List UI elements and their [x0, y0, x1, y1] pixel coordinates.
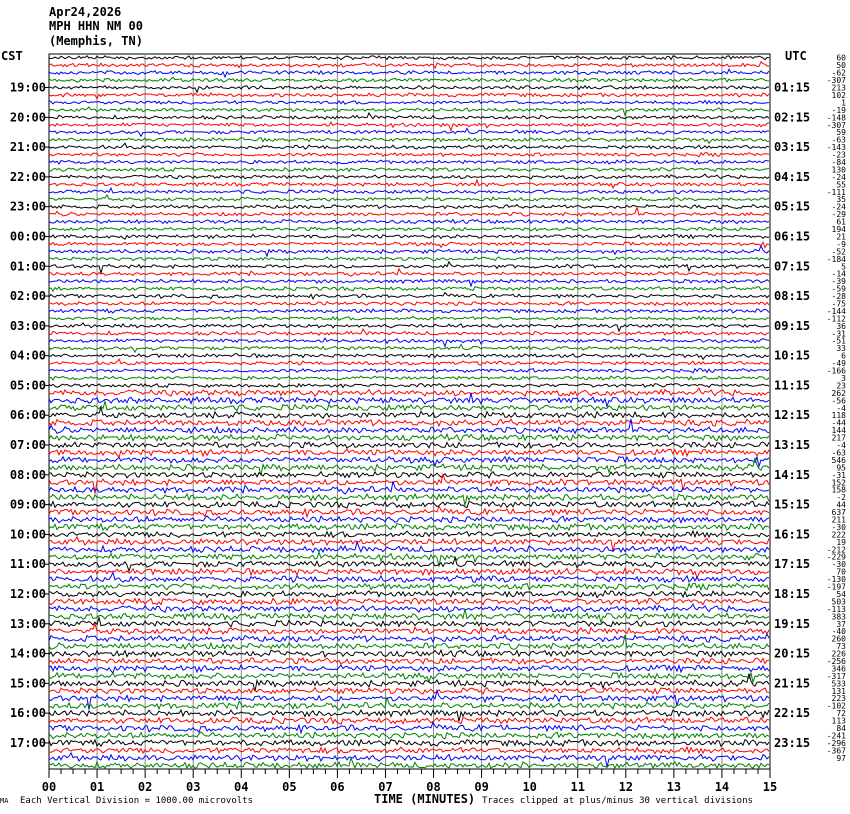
seismic-trace [49, 56, 769, 60]
trace-offset-value: -51 [831, 336, 846, 346]
left-hour-label: 15:00 [9, 676, 46, 691]
seismic-trace [49, 128, 769, 136]
trace-offset-value: -31 [831, 470, 846, 480]
seismic-trace [49, 220, 769, 224]
x-tick-label: 13 [666, 780, 682, 794]
seismic-trace [49, 501, 769, 508]
seismic-trace [49, 472, 769, 478]
right-hour-label: 05:15 [774, 199, 811, 214]
trace-offset-value: 118 [831, 411, 846, 421]
trace-offset-value: 50 [836, 61, 846, 71]
right-hour-label: 18:15 [774, 586, 811, 601]
left-hour-label: 23:00 [9, 199, 46, 214]
seismic-trace [49, 113, 769, 119]
trace-offset-value: -256 [826, 657, 846, 667]
seismic-trace [49, 401, 769, 410]
seismic-trace [49, 309, 769, 313]
left-hour-label: 19:00 [9, 80, 46, 95]
right-hour-label: 21:15 [774, 676, 811, 691]
seismic-trace [49, 279, 769, 286]
trace-offset-value: 70 [836, 567, 846, 577]
left-hour-label: 09:00 [9, 497, 46, 512]
trace-offset-value: 97 [836, 753, 846, 763]
right-hour-label: 15:15 [774, 497, 811, 512]
right-hour-label: 14:15 [774, 467, 811, 482]
seismic-trace [49, 717, 769, 724]
seismic-trace [49, 634, 769, 642]
seismic-trace [49, 376, 769, 380]
trace-offset-value: 60 [836, 53, 846, 63]
seismic-trace [49, 93, 769, 99]
trace-offset-value: -63 [831, 448, 846, 458]
seismic-trace [49, 531, 769, 537]
trace-offset-value: 152 [831, 478, 846, 488]
left-hour-label: 05:00 [9, 378, 46, 393]
x-tick-label: 02 [137, 780, 153, 794]
trace-offset-value: 194 [831, 225, 846, 235]
trace-offset-value: -112 [826, 314, 846, 324]
right-hour-label: 09:15 [774, 318, 811, 333]
seismic-trace [49, 558, 769, 571]
trace-offset-value: -2 [836, 493, 846, 503]
right-hour-label: 12:15 [774, 408, 811, 423]
trace-offset-value: -296 [826, 738, 846, 748]
x-tick-label: 11 [570, 780, 585, 794]
trace-offset-value: -4 [836, 441, 846, 451]
trace-offset-value: -29 [831, 210, 846, 220]
trace-offset-value: 35 [836, 195, 846, 205]
x-tick-label: 05 [282, 780, 297, 794]
trace-offset-value: -39 [831, 277, 846, 287]
seismic-trace [49, 153, 769, 157]
seismic-trace [49, 542, 769, 553]
trace-offset-value: 260 [831, 634, 846, 644]
seismic-trace [49, 242, 769, 248]
right-hour-label: 04:15 [774, 169, 811, 184]
trace-offset-value: 383 [831, 612, 846, 622]
left-hour-label: 21:00 [9, 140, 46, 155]
left-hour-label: 02:00 [9, 289, 46, 304]
x-tick-label: 06 [330, 780, 345, 794]
trace-offset-value: -197 [826, 582, 846, 592]
trace-offset-value: -49 [831, 359, 846, 369]
trace-offset-value: -62 [831, 68, 846, 78]
trace-offset-value: -184 [826, 254, 846, 264]
trace-offset-value: 5 [841, 262, 846, 272]
left-hour-label: 13:00 [9, 616, 46, 631]
seismic-trace [49, 524, 769, 531]
trace-offset-value: -44 [831, 418, 846, 428]
trace-offset-value: 102 [831, 90, 846, 100]
x-tick-label: 08 [426, 780, 441, 794]
seismic-trace [49, 227, 769, 231]
seismic-trace [49, 650, 769, 657]
right-hour-label: 07:15 [774, 259, 811, 274]
trace-offset-value: 217 [831, 433, 846, 443]
x-tick-label: 09 [474, 780, 489, 794]
trace-offset-value: 144 [831, 426, 846, 436]
seismic-trace [49, 208, 769, 216]
trace-offset-value: 61 [836, 217, 846, 227]
trace-offset-value: -212 [826, 545, 846, 555]
left-hour-label: 17:00 [9, 735, 46, 750]
trace-offset-value: 55 [836, 180, 846, 190]
trace-offset-value: -130 [826, 575, 846, 585]
seismic-trace [49, 344, 769, 352]
seismic-trace [49, 710, 769, 722]
trace-offset-value: 211 [831, 515, 846, 525]
left-hour-label: 01:00 [9, 259, 46, 274]
seismic-trace [49, 753, 769, 767]
trace-offset-value: -241 [826, 731, 846, 741]
trace-offset-value: -23 [831, 150, 846, 160]
x-tick-label: 04 [234, 780, 249, 794]
seismic-trace [49, 609, 769, 623]
trace-offset-value: -19 [831, 105, 846, 115]
trace-offset-value: 130 [831, 165, 846, 175]
trace-offset-value: 84 [836, 724, 846, 734]
trace-offset-value: 33 [836, 344, 846, 354]
trace-offset-value: -56 [831, 396, 846, 406]
seismic-trace [49, 338, 769, 346]
seismic-trace [49, 122, 769, 130]
plot-date: Apr24,2026 [49, 5, 122, 19]
trace-offset-value: 37 [836, 619, 846, 629]
seismic-trace [49, 359, 769, 365]
seismic-trace [49, 62, 769, 68]
trace-offset-value: -229 [826, 552, 846, 562]
seismic-trace [49, 604, 769, 612]
trace-offset-value: -63 [831, 135, 846, 145]
seismic-trace [49, 195, 769, 201]
left-hour-label: 10:00 [9, 527, 46, 542]
seismic-trace [49, 188, 769, 193]
trace-offset-value: -24 [831, 172, 846, 182]
seismic-trace [49, 697, 769, 710]
right-hour-label: 20:15 [774, 646, 811, 661]
x-tick-label: 07 [378, 780, 393, 794]
trace-offset-value: 44 [836, 500, 846, 510]
seismic-trace [49, 316, 769, 320]
seismic-trace [49, 234, 769, 239]
trace-offset-value: 131 [831, 686, 846, 696]
right-hour-label: 11:15 [774, 378, 811, 393]
trace-offset-value: 36 [836, 321, 846, 331]
left-hour-label: 22:00 [9, 169, 46, 184]
trace-offset-value: -113 [826, 604, 846, 614]
seismic-trace [49, 408, 769, 418]
trace-offset-value: -102 [826, 701, 846, 711]
seismic-trace [49, 100, 769, 104]
seismic-trace [49, 323, 769, 331]
trace-offset-value: 23 [836, 381, 846, 391]
seismic-trace [49, 77, 769, 82]
right-hour-label: 02:15 [774, 110, 811, 125]
trace-offset-value: -31 [831, 329, 846, 339]
left-hour-label: 11:00 [9, 557, 46, 572]
seismic-trace [49, 624, 769, 634]
trace-offset-value: 158 [831, 485, 846, 495]
trace-offset-value: 262 [831, 388, 846, 398]
plot-station: MPH HHN NM 00 [49, 19, 143, 33]
x-tick-label: 12 [618, 780, 634, 794]
left-hour-label: 06:00 [9, 408, 46, 423]
seismic-trace [49, 138, 769, 144]
trace-offset-value: 19 [836, 537, 846, 547]
trace-offset-value: -317 [826, 671, 846, 681]
right-hour-label: 19:15 [774, 616, 811, 631]
left-hour-label: 08:00 [9, 467, 46, 482]
right-hour-label: 06:15 [774, 229, 811, 244]
corner-logo-mark: MA [0, 797, 9, 805]
seismic-trace [49, 516, 769, 523]
right-timezone-label: UTC [785, 49, 807, 63]
right-hour-label: 17:15 [774, 557, 811, 572]
trace-offset-value: 546 [831, 455, 846, 465]
right-hour-label: 23:15 [774, 735, 811, 750]
seismic-trace [49, 257, 769, 261]
trace-offset-value: 346 [831, 664, 846, 674]
trace-offset-value: 95 [836, 463, 846, 473]
seismic-trace [49, 293, 769, 299]
trace-offset-value: 213 [831, 83, 846, 93]
trace-offset-value: -166 [826, 366, 846, 376]
trace-offset-value: 21 [836, 232, 846, 242]
trace-offset-value: -307 [826, 76, 846, 86]
trace-offset-value: -52 [831, 247, 846, 257]
seismic-trace [49, 69, 769, 77]
seismic-trace [49, 388, 769, 396]
trace-offset-value: -59 [831, 284, 846, 294]
x-tick-label: 01 [89, 780, 105, 794]
trace-offset-value: -307 [826, 120, 846, 130]
seismic-trace [49, 665, 769, 673]
seismic-trace [49, 732, 769, 739]
seismic-trace [49, 494, 769, 506]
seismic-trace [49, 287, 769, 292]
seismic-trace [49, 740, 769, 747]
right-hour-label: 13:15 [774, 438, 811, 453]
left-hour-label: 03:00 [9, 318, 46, 333]
trace-offset-value: 113 [831, 716, 846, 726]
trace-offset-value: -75 [831, 299, 846, 309]
seismic-trace [49, 246, 769, 256]
trace-offset-value: -367 [826, 746, 846, 756]
trace-offset-value: 222 [831, 530, 846, 540]
trace-offset-value: 59 [836, 128, 846, 138]
seismic-trace [49, 434, 769, 441]
x-axis-title: TIME (MINUTES) [374, 792, 476, 806]
seismic-trace [49, 722, 769, 733]
x-tick-label: 14 [714, 780, 730, 794]
left-hour-label: 14:00 [9, 646, 46, 661]
seismic-trace [49, 568, 769, 578]
trace-offset-value: -144 [826, 306, 846, 316]
x-tick-label: 15 [762, 780, 778, 794]
seismic-trace [49, 205, 769, 209]
left-hour-label: 12:00 [9, 586, 46, 601]
seismic-trace [49, 583, 769, 590]
seismic-trace [49, 552, 769, 566]
left-hour-label: 16:00 [9, 706, 46, 721]
seismic-trace [49, 598, 769, 605]
seismic-trace [49, 419, 769, 426]
left-timezone-label: CST [1, 49, 23, 63]
trace-offset-value: 533 [831, 679, 846, 689]
right-hour-label: 03:15 [774, 140, 811, 155]
trace-offset-value: 1 [841, 98, 846, 108]
seismic-trace [49, 747, 769, 753]
trace-offset-value: 54 [836, 589, 846, 599]
trace-offset-value: 6 [841, 351, 846, 361]
left-hour-label: 00:00 [9, 229, 46, 244]
trace-offset-value: 73 [836, 642, 846, 652]
trace-offset-value: -111 [826, 187, 846, 197]
right-hour-label: 22:15 [774, 706, 811, 721]
clip-note: Traces clipped at plus/minus 30 vertical divisions [482, 796, 753, 806]
seismic-trace [49, 180, 769, 188]
seismic-trace [49, 86, 769, 93]
trace-offset-value: -24 [831, 202, 846, 212]
seismic-trace [49, 143, 769, 149]
trace-offset-value: 223 [831, 694, 846, 704]
seismic-trace [49, 174, 769, 179]
trace-offset-value: 503 [831, 597, 846, 607]
trace-offset-value: 3 [841, 373, 846, 383]
seismic-trace [49, 635, 769, 649]
trace-offset-value: -14 [831, 269, 846, 279]
trace-offset-value: -84 [831, 157, 846, 167]
trace-offset-value: -28 [831, 292, 846, 302]
x-tick-label: 03 [185, 780, 201, 794]
seismic-trace [49, 160, 769, 164]
seismic-trace [49, 591, 769, 598]
trace-offset-value: -40 [831, 627, 846, 637]
x-tick-label: 00 [41, 780, 57, 794]
left-hour-label: 07:00 [9, 438, 46, 453]
seismic-trace [49, 354, 769, 360]
seismic-trace [49, 107, 769, 115]
trace-offset-value: -143 [826, 143, 846, 153]
seismic-trace [49, 688, 769, 694]
trace-offset-value: -148 [826, 113, 846, 123]
seismic-trace [49, 617, 769, 626]
seismic-trace [49, 449, 769, 457]
scale-note: Each Vertical Division = 1000.00 microvolts [20, 796, 253, 806]
right-hour-label: 08:15 [774, 289, 811, 304]
right-hour-label: 01:15 [774, 80, 811, 95]
seismic-trace [49, 673, 769, 683]
plot-location: (Memphis, TN) [49, 34, 143, 48]
seismic-trace [49, 658, 769, 664]
right-hour-label: 16:15 [774, 527, 811, 542]
seismic-trace [49, 442, 769, 448]
seismic-trace [49, 329, 769, 335]
seismic-trace [49, 168, 769, 172]
trace-offset-value: 226 [831, 649, 846, 659]
trace-offset-value: -9 [836, 239, 846, 249]
seismic-trace [49, 301, 769, 305]
seismic-trace [49, 269, 769, 276]
left-hour-label: 20:00 [9, 110, 46, 125]
seismic-trace [49, 262, 769, 273]
trace-offset-value: 72 [836, 709, 846, 719]
seismic-trace [49, 384, 769, 388]
right-hour-label: 10:15 [774, 348, 811, 363]
x-tick-label: 10 [522, 780, 537, 794]
trace-offset-value: -30 [831, 560, 846, 570]
trace-offset-value: 637 [831, 508, 846, 518]
seismic-trace [49, 369, 769, 373]
trace-offset-value: -4 [836, 403, 846, 413]
left-hour-label: 04:00 [9, 348, 46, 363]
trace-offset-value: -30 [831, 522, 846, 532]
